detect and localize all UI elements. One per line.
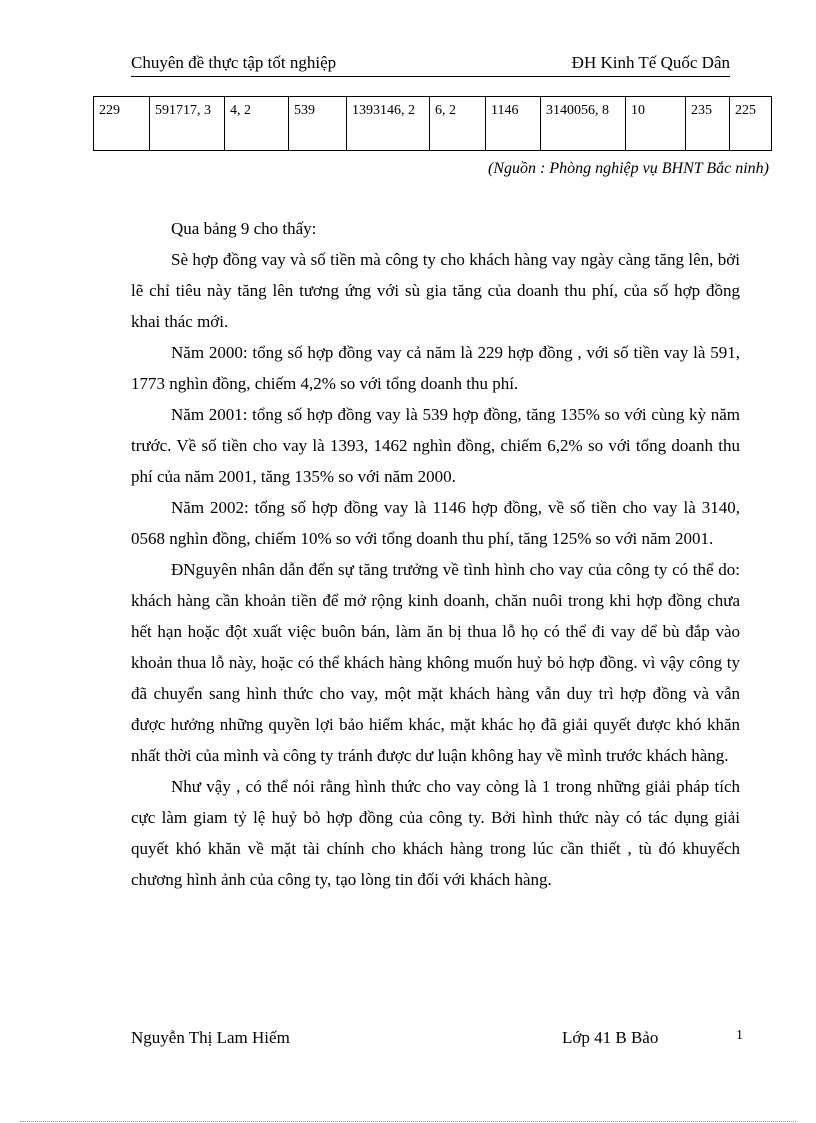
table-cell: 539 [289, 97, 347, 151]
paragraph: Như vậy , có thể nói rằng hình thức cho vay còng là 1 trong những giải pháp tích cực làm giam tỷ lệ huỷ bỏ hợp đồng của công ty. Bởi hình thức này có tác dụng giải quyết khó khăn về mặt tài chính cho khách hàng trong lúc cần thiết , tù đó khuyếch chương hình ảnh của công ty, tạo lòng tin đối với khách hàng. [131, 777, 740, 889]
table-source-note: (Nguồn : Phòng nghiệp vụ BHNT Bắc ninh) [487, 160, 769, 177]
page-number: 1 [736, 1028, 743, 1043]
footer-class: Lớp 41 B Bảo [562, 1028, 659, 1047]
paragraph: Năm 2000: tổng số hợp đồng vay cả năm là 229 hợp đồng , với số tiền vay là 591, 1773 nghìn đồng, chiếm 4,2% so với tổng doanh thu phí. [131, 343, 740, 393]
body-text [131, 213, 740, 895]
header-right-title: ĐH Kinh Tế Quốc Dân [571, 53, 730, 72]
table-cell: 591717, 3 [150, 97, 225, 151]
table-cell: 6, 2 [430, 97, 486, 151]
table-cell: 235 [686, 97, 730, 151]
footer-author: Nguyễn Thị Lam Hiếm [131, 1028, 290, 1047]
table-cell: 3140056, 8 [541, 97, 626, 151]
loan-data-table [93, 96, 772, 151]
table-cell: 229 [94, 97, 150, 151]
paragraph: Năm 2002: tổng số hợp đồng vay là 1146 hợp đồng, về số tiền cho vay là 3140, 0568 nghìn đồng, chiếm 10% so với tổng doanh thu phí, tăng 125% so với năm 2001. [131, 498, 740, 548]
paragraph: Sè hợp đồng vay và số tiền mà công ty cho khách hàng vay ngày càng tăng lên, bởi lẽ chỉ tiêu này tăng lên tương ứng với sù gia tăng của doanh thu phí, của số hợp đồng khai thác mới. [131, 250, 740, 331]
table-cell: 10 [626, 97, 686, 151]
table-cell: 1393146, 2 [347, 97, 430, 151]
paragraph-intro: Qua bảng 9 cho thấy: [171, 219, 317, 238]
paragraph: Năm 2001: tổng số hợp đồng vay là 539 hợp đồng, tăng 135% so với cùng kỳ năm trước. Về số tiền cho vay là 1393, 1462 nghìn đồng, chiếm 6,2% so với tổng doanh thu phí của năm 2001, tăng 135% so với năm 2000. [131, 405, 740, 486]
table-cell: 225 [730, 97, 772, 151]
paragraph: ĐNguyên nhân dẫn đến sự tăng trưởng về tình hình cho vay của công ty có thể do: khách hàng cần khoản tiền để mở rộng kinh doanh, chăn nuôi trong khi hợp đồng chưa hết hạn hoặc đột xuất việc buôn bán, làm ăn bị thua lỗ họ có thể đi vay dể bù đắp vào khoản thua lỗ này, hoặc có thể khách hàng không muốn huỷ bỏ hợp đồng. vì vậy công ty đã chuyển sang hình thức cho vay, một mặt khách hàng vẫn duy trì hợp đồng và vẫn được hưởng những quyền lợi bảo hiểm khác, mặt khác họ đã giải quyết được khó khăn nhất thời của mình và công ty tránh được dư luận không hay về mình trước khách hàng. [131, 560, 740, 765]
page-bottom-divider [20, 1121, 796, 1122]
table-cell: 4, 2 [225, 97, 289, 151]
header-left-title: Chuyên đề thực tập tốt nghiệp [131, 53, 337, 72]
table-cell: 1146 [486, 97, 541, 151]
page-header [131, 52, 730, 77]
table-row [94, 97, 772, 151]
